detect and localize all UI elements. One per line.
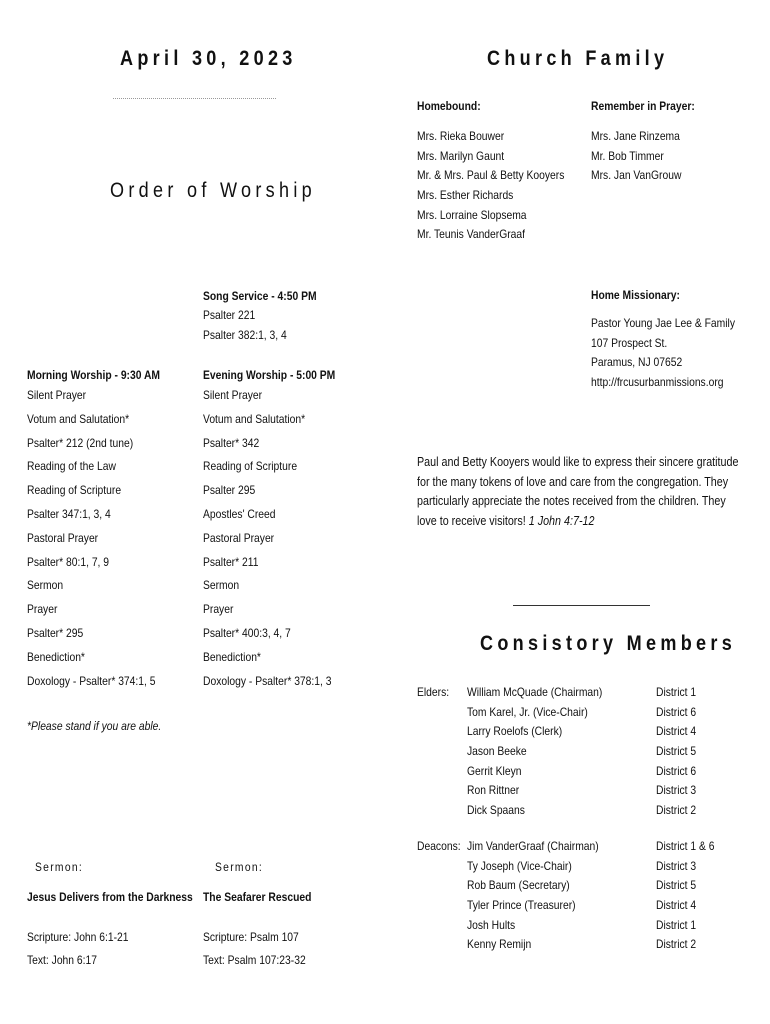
deacon-name: Kenny Remijn bbox=[467, 937, 532, 952]
evening-item: Psalter* 342 bbox=[203, 435, 260, 450]
homebound-name: Mr. & Mrs. Paul & Betty Kooyers bbox=[417, 168, 565, 183]
deacon-name: Tyler Prince (Treasurer) bbox=[467, 898, 576, 913]
morning-sermon-title: Jesus Delivers from the Darkness bbox=[27, 890, 193, 904]
morning-sermon-label: Sermon: bbox=[35, 860, 84, 874]
evening-item: Psalter 295 bbox=[203, 483, 256, 498]
morning-item: Prayer bbox=[27, 602, 58, 617]
morning-item: Benediction* bbox=[27, 649, 85, 664]
evening-item: Doxology - Psalter* 378:1, 3 bbox=[203, 673, 332, 688]
deacons-districts bbox=[656, 839, 714, 957]
prayer-list bbox=[591, 129, 681, 188]
morning-worship-heading: Morning Worship - 9:30 AM bbox=[27, 368, 161, 382]
homebound-name: Mrs. Lorraine Slopsema bbox=[417, 207, 527, 222]
elder-name: Gerrit Kleyn bbox=[467, 763, 522, 778]
morning-item: Silent Prayer bbox=[27, 388, 87, 402]
elder-district: District 6 bbox=[656, 704, 697, 719]
missionary-street: 107 Prospect St. bbox=[591, 335, 668, 350]
deacon-name: Rob Baum (Secretary) bbox=[467, 878, 570, 893]
gratitude-reference: 1 John 4:7-12 bbox=[528, 513, 595, 528]
elders-label: Elders: bbox=[417, 685, 450, 699]
elder-name: William McQuade (Chairman) bbox=[467, 685, 603, 699]
stand-note: *Please stand if you are able. bbox=[27, 719, 162, 733]
evening-sermon-text: Text: Psalm 107:23-32 bbox=[203, 953, 306, 967]
elder-district: District 5 bbox=[656, 744, 697, 759]
consistory-title: Consistory Members bbox=[480, 632, 737, 655]
missionary-heading: Home Missionary: bbox=[591, 288, 680, 302]
evening-item: Psalter* 400:3, 4, 7 bbox=[203, 625, 291, 640]
elder-name: Dick Spaans bbox=[467, 803, 525, 818]
evening-item: Benediction* bbox=[203, 649, 261, 664]
prayer-heading: Remember in Prayer: bbox=[591, 99, 695, 113]
deacon-district: District 2 bbox=[656, 937, 697, 952]
morning-item: Psalter* 212 (2nd tune) bbox=[27, 435, 134, 450]
evening-worship-heading: Evening Worship - 5:00 PM bbox=[203, 368, 336, 382]
prayer-name: Mrs. Jane Rinzema bbox=[591, 129, 680, 143]
date-divider bbox=[113, 98, 276, 99]
song-service-heading: Song Service - 4:50 PM bbox=[203, 289, 317, 303]
evening-item: Silent Prayer bbox=[203, 388, 263, 402]
song-service-item: Psalter 221 bbox=[203, 308, 256, 322]
deacons-names bbox=[467, 839, 599, 957]
evening-item: Prayer bbox=[203, 602, 234, 617]
deacons-label: Deacons: bbox=[417, 839, 461, 853]
homebound-name: Mrs. Marilyn Gaunt bbox=[417, 148, 505, 163]
morning-item: Sermon bbox=[27, 578, 64, 593]
deacon-district: District 1 & 6 bbox=[656, 839, 715, 853]
bulletin-date: April 30, 2023 bbox=[120, 47, 297, 70]
evening-item: Votum and Salutation* bbox=[203, 411, 306, 426]
evening-item: Reading of Scripture bbox=[203, 459, 298, 474]
gratitude-note bbox=[417, 453, 748, 531]
evening-item: Psalter* 211 bbox=[203, 554, 259, 569]
elder-district: District 3 bbox=[656, 783, 697, 798]
deacon-district: District 4 bbox=[656, 898, 697, 913]
deacon-district: District 5 bbox=[656, 878, 697, 893]
homebound-name: Mrs. Esther Richards bbox=[417, 188, 514, 203]
morning-item: Doxology - Psalter* 374:1, 5 bbox=[27, 673, 156, 688]
elder-name: Ron Rittner bbox=[467, 783, 520, 798]
gratitude-text: Paul and Betty Kooyers would like to express their sincere gratitude for the many tokens of love and care from the congregation. They particularly appreciate the notes received from the children. They love to receive visitors! bbox=[417, 455, 739, 528]
evening-sermon-scripture: Scripture: Psalm 107 bbox=[203, 930, 299, 944]
missionary-name: Pastor Young Jae Lee & Family bbox=[591, 316, 735, 330]
elder-district: District 1 bbox=[656, 685, 697, 699]
elders-names bbox=[467, 685, 602, 823]
missionary-info bbox=[591, 316, 735, 395]
elder-name: Larry Roelofs (Clerk) bbox=[467, 724, 563, 739]
elders-districts bbox=[656, 685, 696, 823]
morning-item: Pastoral Prayer bbox=[27, 530, 99, 545]
homebound-name: Mr. Teunis VanderGraaf bbox=[417, 227, 526, 242]
evening-item: Apostles' Creed bbox=[203, 506, 276, 521]
homebound-name: Mrs. Rieka Bouwer bbox=[417, 129, 505, 143]
deacon-district: District 3 bbox=[656, 858, 697, 873]
deacon-name: Josh Hults bbox=[467, 917, 516, 932]
consistory-divider bbox=[513, 605, 650, 606]
prayer-name: Mr. Bob Timmer bbox=[591, 148, 664, 163]
evening-item: Sermon bbox=[203, 578, 240, 593]
order-of-worship-title: Order of Worship bbox=[110, 179, 316, 202]
church-family-title: Church Family bbox=[487, 47, 669, 70]
song-service-list bbox=[203, 308, 287, 347]
evening-worship-list bbox=[203, 388, 332, 697]
deacon-district: District 1 bbox=[656, 917, 697, 932]
elder-district: District 6 bbox=[656, 763, 697, 778]
morning-sermon-text: Text: John 6:17 bbox=[27, 953, 97, 967]
elder-name: Jason Beeke bbox=[467, 744, 527, 759]
elder-district: District 4 bbox=[656, 724, 697, 739]
morning-item: Psalter* 80:1, 7, 9 bbox=[27, 554, 110, 569]
elder-district: District 2 bbox=[656, 803, 697, 818]
homebound-heading: Homebound: bbox=[417, 99, 481, 113]
deacon-name: Ty Joseph (Vice-Chair) bbox=[467, 858, 572, 873]
evening-sermon-label: Sermon: bbox=[215, 860, 264, 874]
morning-item: Votum and Salutation* bbox=[27, 411, 130, 426]
morning-sermon-scripture: Scripture: John 6:1-21 bbox=[27, 930, 129, 944]
deacon-name: Jim VanderGraaf (Chairman) bbox=[467, 839, 599, 853]
evening-sermon-title: The Seafarer Rescued bbox=[203, 890, 312, 904]
song-service-item: Psalter 382:1, 3, 4 bbox=[203, 327, 287, 342]
morning-item: Psalter* 295 bbox=[27, 625, 84, 640]
prayer-name: Mrs. Jan VanGrouw bbox=[591, 168, 682, 183]
evening-item: Pastoral Prayer bbox=[203, 530, 275, 545]
missionary-city: Paramus, NJ 07652 bbox=[591, 355, 683, 370]
morning-item: Reading of Scripture bbox=[27, 483, 122, 498]
morning-item: Psalter 347:1, 3, 4 bbox=[27, 506, 111, 521]
homebound-list bbox=[417, 129, 564, 247]
missionary-url[interactable]: http://frcusurbanmissions.org bbox=[591, 375, 724, 390]
elder-name: Tom Karel, Jr. (Vice-Chair) bbox=[467, 704, 588, 719]
morning-worship-list bbox=[27, 388, 156, 697]
morning-item: Reading of the Law bbox=[27, 459, 116, 474]
